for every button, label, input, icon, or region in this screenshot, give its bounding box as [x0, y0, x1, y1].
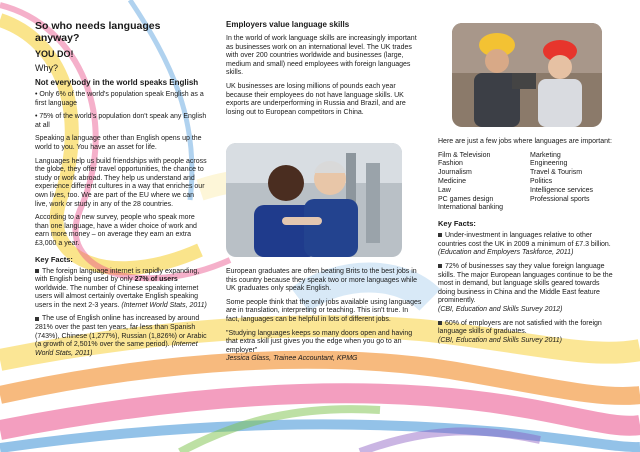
- job-item: PC games design: [438, 195, 494, 203]
- fact-source: (Internet World Stats, 2011): [121, 301, 207, 309]
- jobs-list-left: [438, 152, 530, 214]
- fact-internet-expanding: [35, 268, 207, 311]
- job-item: Travel & Tourism: [530, 169, 583, 177]
- subheading-not-everybody: Not everybody in the world speaks English: [35, 78, 199, 87]
- bullet-six-percent: • Only 6% of the world's population speak English as a first language: [35, 91, 204, 107]
- paragraph-uk-businesses: UK businesses are losing millions of pounds each year because their employees do not have language skills. UK exports are underperforming in Russia and Brazil, and are losing out to European competitors in China.: [226, 82, 406, 116]
- column-employers: [226, 20, 422, 122]
- fact-text: The foreign language internet is rapidly expanding, with English being used by only: [35, 267, 200, 284]
- bullet-square-icon: [438, 321, 442, 325]
- fact-employers-not-satisfied: [438, 320, 613, 346]
- column-intro: [35, 20, 207, 363]
- job-item: Fashion: [438, 160, 463, 168]
- fact-source: (Internet World Stats, 2011): [35, 341, 198, 357]
- fact-source: (CBI, Education and Skills Survey 2012): [438, 305, 563, 313]
- key-facts-heading: Key Facts:: [35, 254, 73, 264]
- quote-attribution: Jessica Glass, Trainee Accountant, KPMG: [226, 355, 358, 363]
- paragraph-jobs-using-languages: Some people think that the only jobs available using languages are in translation, interpreting or teaching. This isn't true. In fact, languages can be helpful in lots of different jobs.: [226, 298, 422, 323]
- bullet-square-icon: [35, 269, 39, 273]
- fact-english-online: [35, 315, 207, 358]
- paragraph-survey: According to a new survey, people who speak more than one language, have a wider choice of work and earn more money – on average they earn an extra £3,000 a year.: [35, 214, 197, 247]
- employers-heading: Employers value language skills: [226, 20, 350, 29]
- paragraph-european-graduates: European graduates are often beating Brits to the best jobs in this country because they speak two or more languages while UK graduates only speak English.: [226, 268, 418, 293]
- students-lab-photo: [226, 143, 402, 257]
- fact-under-investment: [438, 232, 613, 258]
- fact-businesses-value: [438, 263, 613, 315]
- fact-text: Under-investment in languages relative to other countries cost the UK in 2009 a minimum of £7.3 billion.: [438, 232, 611, 248]
- page-title: So who needs languages anyway?: [35, 20, 161, 44]
- job-item: International banking: [438, 204, 503, 212]
- paragraph-world-of-work: In the world of work language skills are increasingly important as businesses work on an international level. The UK trades with over 200 countries worldwide and businesses (large, medium and small) need employees with foreign languages skills.: [226, 35, 417, 77]
- bullet-square-icon: [438, 264, 442, 268]
- quote-text: "Studying languages keeps so many doors open and having that extra skill just gives you the edge when you go to an employer": [226, 329, 413, 354]
- job-item: Film & Television: [438, 151, 491, 159]
- job-item: Professional sports: [530, 195, 590, 203]
- job-item: Marketing: [530, 151, 561, 159]
- jobs-intro: Here are just a few jobs where languages are important:: [438, 138, 612, 145]
- job-item: Journalism: [438, 169, 472, 177]
- fact-emphasis: 27% of users: [134, 276, 178, 284]
- fact-text: 72% of businesses say they value foreign language skills. The major European languages continue to be the most in demand, but language skills geared towards doing business in China and the Middle East feature prominently.: [438, 262, 613, 305]
- fact-source: (Education and Employers Taskforce, 2011): [438, 249, 574, 257]
- fact-source: (CBI, Education and Skills Survey 2011): [438, 336, 562, 344]
- key-facts-heading: Key Facts:: [438, 219, 476, 229]
- job-item: Law: [438, 186, 451, 194]
- fact-text: worldwide. The number of Chinese speaking internet users will almost certainly overtake English speaking users in the next 2-3 years.: [35, 284, 199, 309]
- column-jobs: [438, 138, 613, 350]
- why-heading: Why?: [35, 63, 59, 73]
- job-item: Politics: [530, 177, 553, 185]
- fact-text: The use of English online has increased by around 281% over the past ten years, far less than Spanish (743%), Chinese (1,277%), Russian (1,826%) or Arabic (a growth of 2,501% over the same period).: [35, 315, 207, 349]
- engineers-photo: [452, 23, 602, 127]
- job-item: Engineering: [530, 160, 568, 168]
- fact-text: 60% of employers are not satisfied with the foreign language skills of graduates.: [438, 319, 602, 336]
- column-employers-lower: [226, 268, 422, 364]
- bullet-square-icon: [438, 233, 442, 237]
- job-item: Medicine: [438, 177, 467, 185]
- paragraph-friendships: Languages help us build friendships with people across the globe, they offer travel opportunities, the chance to study or work abroad. They help us understand and experience different cultures in a way that enriches our own lives, too. We are part of the EU where we can live, work or study in any of the 28 countries.: [35, 157, 207, 208]
- paragraph-opens-world: Speaking a language other than English opens up the world to you. You have an asset for life.: [35, 135, 202, 151]
- job-item: Intelligence services: [530, 186, 594, 194]
- jobs-list: [438, 152, 613, 214]
- jobs-list-right: [530, 152, 610, 214]
- bullet-square-icon: [35, 317, 39, 321]
- you-do-heading: YOU DO!: [35, 49, 74, 59]
- bullet-seventy-five-percent: • 75% of the world's population don't speak any English at all: [35, 113, 207, 129]
- quote-block: [226, 330, 422, 364]
